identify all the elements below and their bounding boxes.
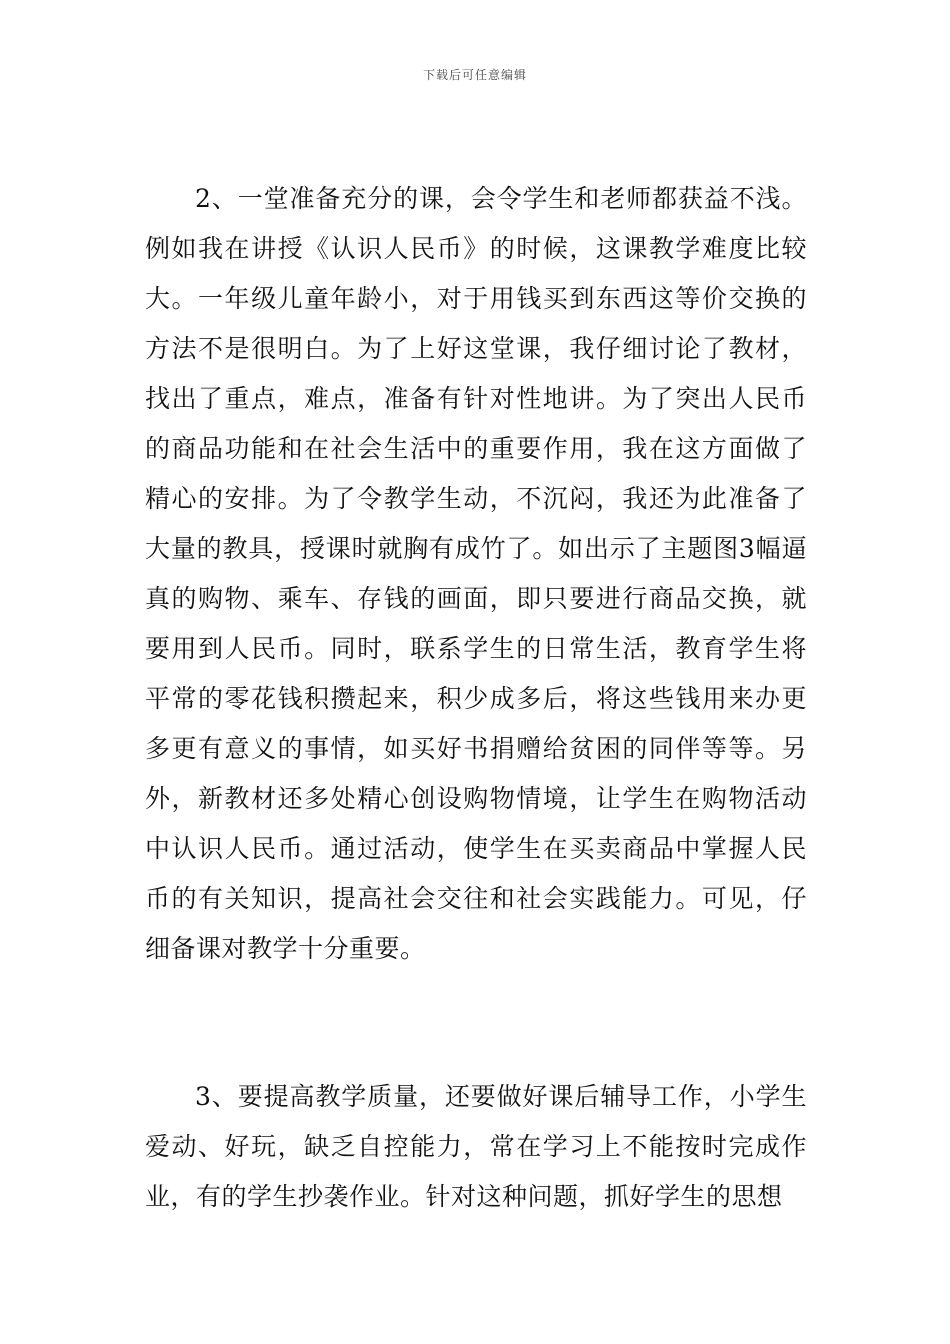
paragraph-2: 2、一堂准备充分的课，会令学生和老师都获益不浅。例如我在讲授《认识人民币》的时候，这课教学难度比较大。一年级儿童年龄小，对于用钱买到东西这等价交换的方法不是很明白。为了上好这堂课，我仔细讨论了教材，找出了重点，难点，准备有针对性地讲。为了突出人民币的商品功能和在社会生活中的重要作用，我在这方面做了精心的安排。为了令教学生动，不沉闷，我还为此准备了大量的教具，授课时就胸有成竹了。如出示了主题图3幅逼真的购物、乘车、存钱的画面，即只要进行商品交换，就要用到人民币。同时，联系学生的日常生活，教育学生将平常的零花钱积攒起来，积少成多后，将这些钱用来办更多更有意义的事情，如买好书捐赠给贫困的同伴等等。另外，新教材还多处精心创设购物情境，让学生在购物活动中认识人民币。通过活动，使学生在买卖商品中掌握人民币的有关知识，提高社会交往和社会实践能力。可见，仔细备课对教学十分重要。 — [145, 184, 807, 963]
paragraph-3-block — [145, 1072, 807, 1222]
header-note: 下载后可任意编辑 — [422, 68, 527, 82]
paragraph-2-block — [145, 174, 807, 974]
paragraph-3: 3、要提高教学质量，还要做好课后辅导工作，小学生爱动、好玩，缺乏自控能力，常在学习上不能按时完成作业，有的学生抄袭作业。针对这种问题，抓好学生的思想 — [145, 1082, 807, 1211]
